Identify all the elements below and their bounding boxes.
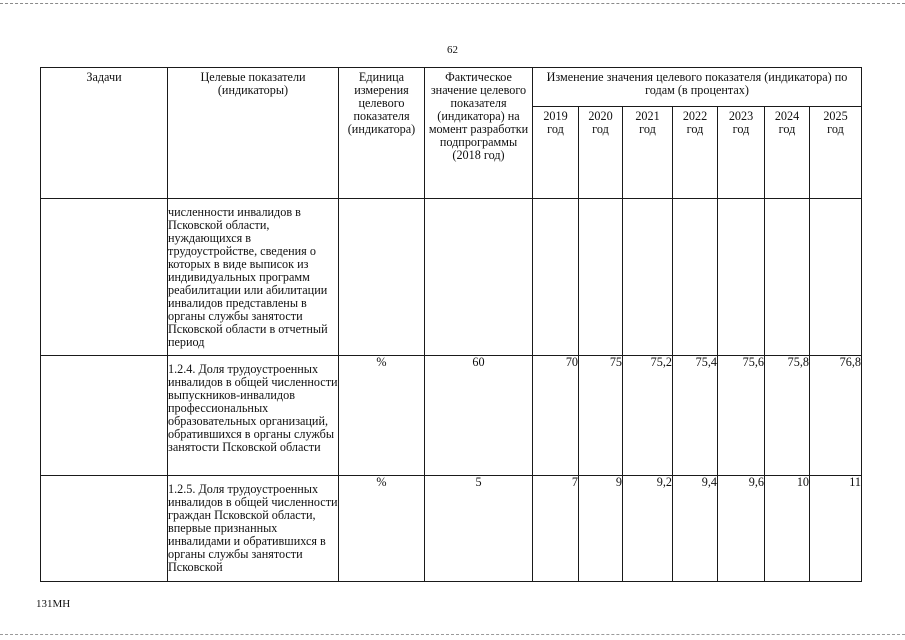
header-year: 2020 год [579,107,623,199]
value-cell [765,199,810,356]
task-cell [41,199,168,356]
page-number: 62 [447,44,458,56]
indicator-cell: численности инвалидов в Псковской области, нуждающихся в трудоустройстве, сведения о которых в виде выписок из индивидуальных программ реабилитации или абилитации инвалидов представлены в органы службы занятости Псковской области в отчетный период [168,199,339,356]
value-cell: 70 [533,356,579,476]
indicators-table [40,67,862,582]
value-cell: 75,8 [765,356,810,476]
value-cell: 75,2 [623,356,673,476]
value-cell: 9,6 [718,476,765,582]
document-code: 131МН [36,598,71,610]
header-unit: Единица измерения целевого показателя (индикатора) [339,68,425,199]
indicator-cell: 1.2.4. Доля трудоустроенных инвалидов в общей численности выпускников-инвалидов профессиональных образовательных организаций, обратившихся в органы службы занятости Псковской области [168,356,339,476]
value-cell: 9,4 [673,476,718,582]
unit-cell [339,199,425,356]
value-cell [673,199,718,356]
scan-edge-top [0,3,905,4]
actual-cell: 60 [425,356,533,476]
table-row [41,476,862,582]
value-cell: 9 [579,476,623,582]
header-actual-value: Фактическое значение целевого показателя (индикатора) на момент разработки подпрограммы (2018 год) [425,68,533,199]
header-row-1 [41,68,862,107]
value-cell: 10 [765,476,810,582]
actual-cell: 5 [425,476,533,582]
table-row [41,356,862,476]
value-cell [533,199,579,356]
header-tasks: Задачи [41,68,168,199]
unit-cell: % [339,476,425,582]
scan-edge-bottom [0,634,905,635]
header-change-by-year: Изменение значения целевого показателя (индикатора) по годам (в процентах) [533,68,862,107]
header-year: 2025 год [810,107,862,199]
header-year: 2019 год [533,107,579,199]
value-cell: 76,8 [810,356,862,476]
header-year: 2023 год [718,107,765,199]
header-indicators: Целевые показатели (индикаторы) [168,68,339,199]
task-cell [41,356,168,476]
value-cell: 7 [533,476,579,582]
header-year: 2024 год [765,107,810,199]
value-cell [623,199,673,356]
task-cell [41,476,168,582]
value-cell [718,199,765,356]
value-cell: 75,4 [673,356,718,476]
value-cell [810,199,862,356]
table-row [41,199,862,356]
header-year: 2022 год [673,107,718,199]
value-cell: 75 [579,356,623,476]
indicator-cell: 1.2.5. Доля трудоустроенных инвалидов в общей численности граждан Псковской области, впервые признанных инвалидами и обратившихся в органы службы занятости Псковской [168,476,339,582]
value-cell [579,199,623,356]
actual-cell [425,199,533,356]
header-year: 2021 год [623,107,673,199]
unit-cell: % [339,356,425,476]
value-cell: 9,2 [623,476,673,582]
value-cell: 11 [810,476,862,582]
value-cell: 75,6 [718,356,765,476]
